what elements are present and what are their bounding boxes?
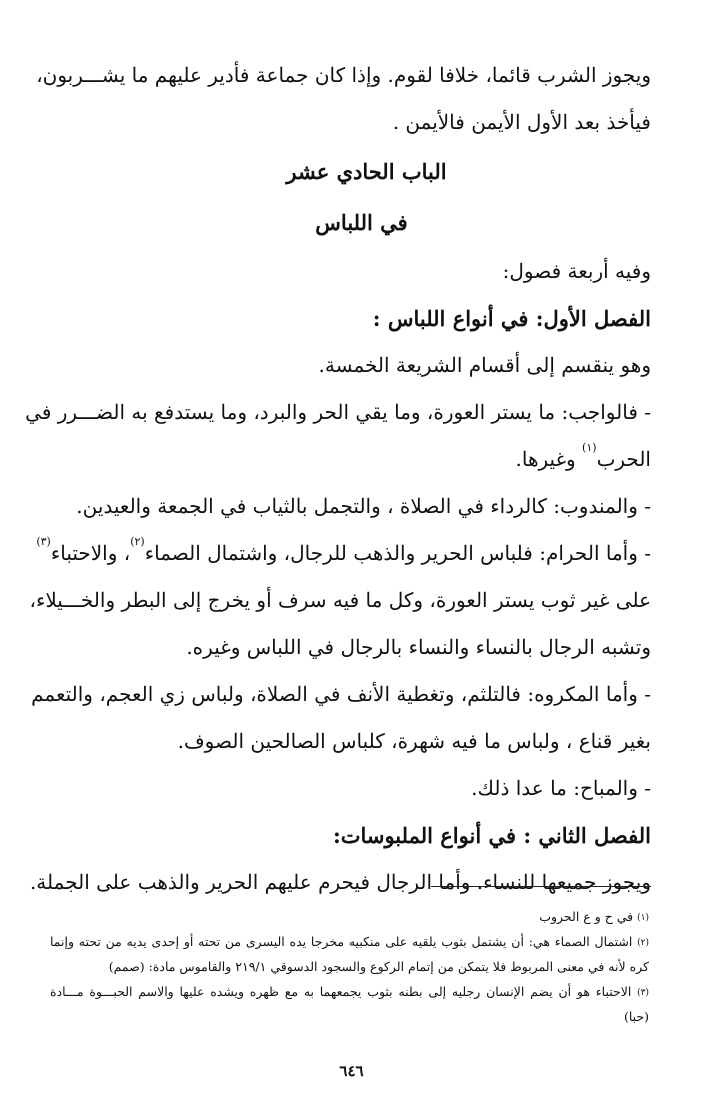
- text-line: - وأما المكروه: فالتلثم، وتغطية الأنف في الصلاة، ولباس زي العجم، والتعمم: [31, 682, 651, 706]
- section-heading-line: [46, 812, 651, 859]
- text-line: فيأخذ بعد الأول الأيمن فالأيمن .: [392, 110, 651, 134]
- footnote-text: الاحتباء هو أن يضم الإنسان رجليه إلى بطنه بثوب يجمعهما به مع ظهره ويشده عليها والاسم الحبـــوة مـــادة: [50, 984, 632, 999]
- footnote-number: (٢): [637, 938, 649, 948]
- page-number: ٦٤٦: [339, 1062, 364, 1080]
- footnote-text: اشتمال الصماء هي: أن يشتمل بثوب يلقيه على منكبيه مخرجا يده اليسرى من تحته أو إحدى يديه من تحته وإنما: [50, 934, 633, 949]
- text-line: - والمباح: ما عدا ذلك.: [471, 776, 651, 800]
- text-fragment: ، والاحتباء: [50, 541, 131, 565]
- chapter-subtitle: في اللباس: [315, 210, 408, 235]
- section1-title: الفصل الأول: في أنواع اللباس :: [372, 306, 651, 331]
- footnote-ref-2[interactable]: (٢): [130, 535, 145, 548]
- text-line: وتشبه الرجال بالنساء والنساء بالرجال في اللباس وغيره.: [186, 635, 651, 659]
- text-fragment: الحرب: [596, 447, 651, 471]
- footnote-1: [50, 904, 649, 929]
- main-text: [25, 52, 651, 906]
- footnote-ref-1[interactable]: (١): [582, 441, 597, 454]
- section-heading-line: [46, 295, 651, 342]
- footnote-2: [50, 929, 649, 954]
- text-line: بغير قناع ، ولباس ما فيه شهرة، كلباس الصالحين الصوف.: [177, 729, 651, 753]
- text-line: ويجوز الشرب قائما، خلافا لقوم. وإذا كان جماعة فأدير عليهم ما يشـــربون،: [36, 63, 651, 87]
- text-line: ويجوز جميعها للنساء. وأما الرجال فيحرم عليهم الحرير والذهب على الجملة.: [29, 870, 651, 894]
- footnotes: [50, 904, 649, 1029]
- footnote-2-cont: كره لأنه في معنى المربوط فلا يتمكن من إتمام الركوع والسجود الدسوقي ٢١٩/١ والقاموس مادة: (صمم): [108, 959, 649, 974]
- text-line: [36, 530, 651, 577]
- footnote-number: (٣): [637, 988, 649, 998]
- footnote-3: [50, 979, 649, 1004]
- text-fragment: - وأما الحرام: فلباس الحرير والذهب للرجال، واشتمال الصماء: [144, 541, 651, 565]
- footnote-divider: [431, 886, 651, 887]
- footnote-3-cont: (حبا): [623, 1009, 649, 1024]
- chapter-title: الباب الحادي عشر: [286, 159, 447, 184]
- text-line: [46, 436, 651, 483]
- footnote-number: (١): [637, 913, 649, 923]
- footnote-text: في ح و ع الحروب: [539, 909, 634, 924]
- footnote-ref-3[interactable]: (٣): [36, 535, 51, 548]
- section2-title: الفصل الثاني : في أنواع الملبوسات:: [332, 823, 651, 848]
- intro-line: وفيه أربعة فصول:: [502, 259, 651, 283]
- text-line: على غير ثوب يستر العورة، وكل ما فيه سرف أو يخرج إلى البطر والخـــيلاء،: [29, 588, 651, 612]
- text-line: - فالواجب: ما يستر العورة، وما يقي الحر والبرد، وما يستدفع به الضـــرر في: [25, 400, 651, 424]
- text-line: - والمندوب: كالرداء في الصلاة ، والتجمل بالثياب في الجمعة والعيدين.: [76, 494, 651, 518]
- text-line: وهو ينقسم إلى أقسام الشريعة الخمسة.: [318, 353, 651, 377]
- text-fragment: وغيرها.: [515, 447, 583, 471]
